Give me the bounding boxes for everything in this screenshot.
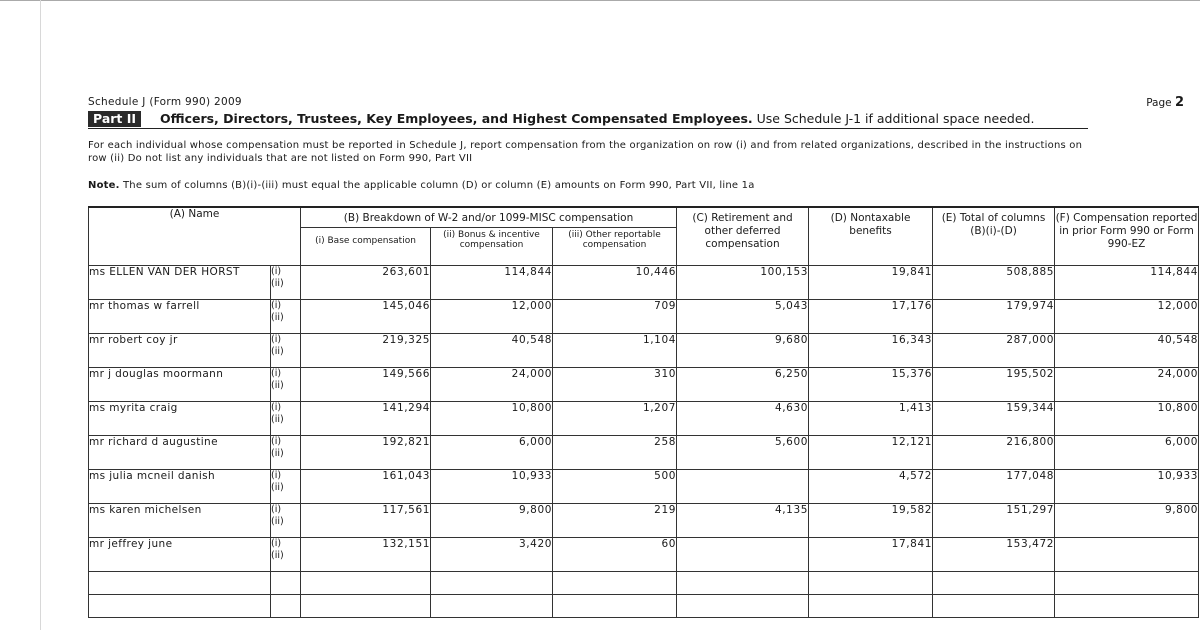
row-i-label: (i) — [271, 435, 282, 447]
person-name: mr thomas w farrell — [89, 299, 271, 333]
base-comp-cell: 219,325 — [301, 333, 431, 367]
note-body: The sum of columns (B)(i)-(iii) must equal the applicable column (D) or column (E) amounts on Form 990, Part VII, line 1a — [123, 180, 755, 191]
part-title-rest: Use Schedule J-1 if additional space needed. — [756, 111, 1035, 126]
bonus-cell: 10,933 — [431, 469, 553, 503]
col-d-header: (D) Nontaxable benefits — [809, 207, 933, 265]
row-i-label: (i) — [271, 299, 282, 311]
bonus-cell: 40,548 — [431, 333, 553, 367]
total-cell: 216,800 — [933, 435, 1055, 469]
base-comp-cell: 192,821 — [301, 435, 431, 469]
table-row — [89, 333, 1199, 367]
bonus-cell: 24,000 — [431, 367, 553, 401]
row-i-label: (i) — [271, 537, 282, 549]
row-i-label: (i) — [271, 367, 282, 379]
row-ii-label: (ii) — [271, 447, 284, 459]
row-indicator — [271, 299, 301, 333]
row-ii-label: (ii) — [271, 413, 284, 425]
bonus-cell: 10,800 — [431, 401, 553, 435]
person-name: mr jeffrey june — [89, 537, 271, 571]
prior-comp-cell — [1055, 537, 1199, 571]
nontaxable-cell: 17,176 — [809, 299, 933, 333]
row-i-label: (i) — [271, 503, 282, 515]
col-b-header: (B) Breakdown of W-2 and/or 1099-MISC compensation — [301, 207, 677, 227]
total-cell: 195,502 — [933, 367, 1055, 401]
col-f-header: (F) Compensation reported in prior Form 990 or Form 990-EZ — [1055, 207, 1199, 265]
retirement-cell: 9,680 — [677, 333, 809, 367]
row-i-label: (i) — [271, 333, 282, 345]
schedule-label: Schedule J (Form 990) 2009 — [88, 96, 242, 108]
bonus-cell: 6,000 — [431, 435, 553, 469]
table-row — [89, 503, 1199, 537]
row-indicator — [271, 367, 301, 401]
person-name: ms karen michelsen — [89, 503, 271, 537]
part-title — [160, 111, 1034, 127]
compensation-table — [88, 206, 1199, 618]
bonus-cell: 3,420 — [431, 537, 553, 571]
table-body — [89, 265, 1199, 617]
bonus-cell: 9,800 — [431, 503, 553, 537]
part-label: Part II — [88, 111, 141, 127]
page-number — [1146, 95, 1184, 110]
row-indicator — [271, 503, 301, 537]
row-indicator — [271, 469, 301, 503]
table-row — [89, 537, 1199, 571]
nontaxable-cell: 4,572 — [809, 469, 933, 503]
total-cell: 177,048 — [933, 469, 1055, 503]
prior-comp-cell: 10,800 — [1055, 401, 1199, 435]
base-comp-cell: 132,151 — [301, 537, 431, 571]
col-b-ii-header: (ii) Bonus & incentive compensation — [431, 227, 553, 265]
row-indicator — [271, 537, 301, 571]
total-cell: 508,885 — [933, 265, 1055, 299]
person-name: ms julia mcneil danish — [89, 469, 271, 503]
bonus-cell: 12,000 — [431, 299, 553, 333]
person-name: mr robert coy jr — [89, 333, 271, 367]
retirement-cell — [677, 537, 809, 571]
note-text — [88, 180, 755, 191]
nontaxable-cell: 19,582 — [809, 503, 933, 537]
col-b-iii-header: (iii) Other reportable compensation — [553, 227, 677, 265]
row-indicator — [271, 401, 301, 435]
col-c-header: (C) Retirement and other deferred compensation — [677, 207, 809, 265]
part-header — [88, 111, 1088, 129]
note-label: Note. — [88, 180, 120, 191]
col-e-header: (E) Total of columns (B)(i)-(D) — [933, 207, 1055, 265]
row-i-label: (i) — [271, 469, 282, 481]
other-comp-cell: 219 — [553, 503, 677, 537]
table-row — [89, 435, 1199, 469]
bonus-cell: 114,844 — [431, 265, 553, 299]
base-comp-cell: 141,294 — [301, 401, 431, 435]
total-cell: 153,472 — [933, 537, 1055, 571]
table-row — [89, 401, 1199, 435]
base-comp-cell: 117,561 — [301, 503, 431, 537]
row-ii-label: (ii) — [271, 379, 284, 391]
prior-comp-cell: 12,000 — [1055, 299, 1199, 333]
row-indicator — [271, 265, 301, 299]
scan-top-edge — [0, 0, 1200, 1]
retirement-cell — [677, 469, 809, 503]
instructions-text: For each individual whose compensation must be reported in Schedule J, report compensation from the organization on row (i) and from related organizations, described in the instructions on row (ii) Do not list any individuals that are not listed on Form 990, Part VII — [88, 140, 1083, 164]
total-cell: 159,344 — [933, 401, 1055, 435]
page-word: Page — [1146, 97, 1172, 109]
prior-comp-cell: 10,933 — [1055, 469, 1199, 503]
person-name: ms ELLEN VAN DER HORST — [89, 265, 271, 299]
person-name: ms myrita craig — [89, 401, 271, 435]
other-comp-cell: 10,446 — [553, 265, 677, 299]
table-row — [89, 299, 1199, 333]
base-comp-cell: 263,601 — [301, 265, 431, 299]
retirement-cell: 4,630 — [677, 401, 809, 435]
other-comp-cell: 1,207 — [553, 401, 677, 435]
col-b-i-header: (i) Base compensation — [301, 227, 431, 265]
total-cell: 179,974 — [933, 299, 1055, 333]
row-ii-label: (ii) — [271, 277, 284, 289]
nontaxable-cell: 12,121 — [809, 435, 933, 469]
retirement-cell: 4,135 — [677, 503, 809, 537]
row-indicator — [271, 333, 301, 367]
base-comp-cell: 149,566 — [301, 367, 431, 401]
nontaxable-cell: 1,413 — [809, 401, 933, 435]
retirement-cell: 6,250 — [677, 367, 809, 401]
other-comp-cell: 709 — [553, 299, 677, 333]
table-row — [89, 469, 1199, 503]
table-row — [89, 367, 1199, 401]
base-comp-cell: 145,046 — [301, 299, 431, 333]
nontaxable-cell: 19,841 — [809, 265, 933, 299]
blank-row — [89, 571, 1199, 594]
other-comp-cell: 1,104 — [553, 333, 677, 367]
nontaxable-cell: 16,343 — [809, 333, 933, 367]
other-comp-cell: 258 — [553, 435, 677, 469]
row-ii-label: (ii) — [271, 549, 284, 561]
person-name: mr j douglas moormann — [89, 367, 271, 401]
other-comp-cell: 60 — [553, 537, 677, 571]
part-title-bold: Officers, Directors, Trustees, Key Employees, and Highest Compensated Employees. — [160, 111, 753, 126]
retirement-cell: 5,043 — [677, 299, 809, 333]
row-ii-label: (ii) — [271, 481, 284, 493]
retirement-cell: 5,600 — [677, 435, 809, 469]
col-a-header: (A) Name — [89, 207, 301, 265]
row-i-label: (i) — [271, 265, 282, 277]
scan-left-edge — [40, 0, 41, 630]
other-comp-cell: 310 — [553, 367, 677, 401]
prior-comp-cell: 114,844 — [1055, 265, 1199, 299]
row-i-label: (i) — [271, 401, 282, 413]
prior-comp-cell: 40,548 — [1055, 333, 1199, 367]
prior-comp-cell: 24,000 — [1055, 367, 1199, 401]
row-ii-label: (ii) — [271, 345, 284, 357]
other-comp-cell: 500 — [553, 469, 677, 503]
table-row — [89, 265, 1199, 299]
prior-comp-cell: 6,000 — [1055, 435, 1199, 469]
nontaxable-cell: 17,841 — [809, 537, 933, 571]
page-num: 2 — [1174, 95, 1184, 110]
person-name: mr richard d augustine — [89, 435, 271, 469]
row-indicator — [271, 435, 301, 469]
nontaxable-cell: 15,376 — [809, 367, 933, 401]
base-comp-cell: 161,043 — [301, 469, 431, 503]
row-ii-label: (ii) — [271, 515, 284, 527]
blank-row — [89, 594, 1199, 617]
retirement-cell: 100,153 — [677, 265, 809, 299]
total-cell: 287,000 — [933, 333, 1055, 367]
total-cell: 151,297 — [933, 503, 1055, 537]
row-ii-label: (ii) — [271, 311, 284, 323]
prior-comp-cell: 9,800 — [1055, 503, 1199, 537]
